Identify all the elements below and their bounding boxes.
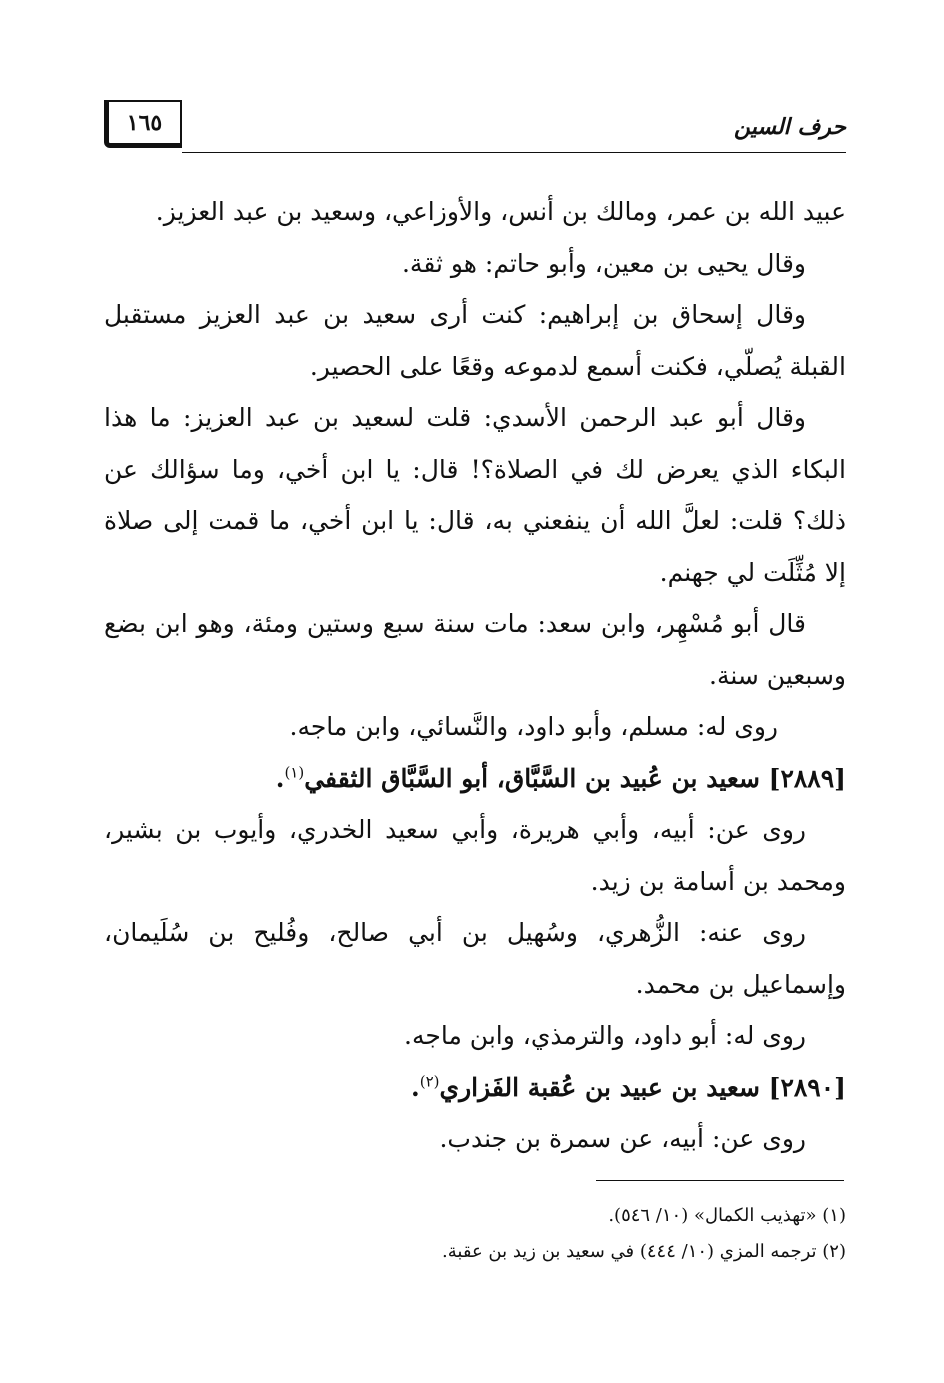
running-title: حرف السين xyxy=(733,114,846,140)
paragraph-10: روى عن: أبيه، عن سمرة بن جندب. xyxy=(439,1124,806,1153)
paragraph-5: قال أبو مُسْهِر، وابن سعد: مات سنة سبع وستين ومئة، وهو ابن بضع وسبعين سنة. xyxy=(104,609,846,690)
entry-2890-heading: [٢٨٩٠] سعيد بن عبيد بن عُقبة الفَزاري xyxy=(439,1072,846,1102)
page-header xyxy=(104,100,846,158)
footnotes xyxy=(104,1198,846,1270)
paragraph-7: روى عن: أبيه، وأبي هريرة، وأبي سعيد الخدري، وأيوب بن بشير، ومحمد بن أسامة بن زيد. xyxy=(104,815,846,896)
entry-2889-end: . xyxy=(275,763,285,793)
paragraph-3: وقال إسحاق بن إبراهيم: كنت أرى سعيد بن عبد العزيز مستقبل القبلة يُصلّي، فكنت أسمع لدموعه وقعًا على الحصير. xyxy=(104,300,846,381)
entry-2889 xyxy=(104,753,846,805)
footnote-marker-1: (١) xyxy=(284,763,305,782)
entry-2890 xyxy=(104,1062,846,1114)
entry-2890-end: . xyxy=(411,1072,420,1102)
paragraph-2: وقال يحيى بن معين، وأبو حاتم: هو ثقة. xyxy=(401,248,806,278)
paragraph-6: روى له: مسلم، وأبو داود، والنَّسائي، وابن ماجه. xyxy=(289,712,778,741)
paragraph-8: روى عنه: الزُّهري، وسُهيل بن أبي صالح، وفُليح بن سُلَيمان، وإسماعيل بن محمد. xyxy=(104,918,846,999)
paragraph-9: روى له: أبو داود، والترمذي، وابن ماجه. xyxy=(404,1021,806,1050)
paragraph-4: وقال أبو عبد الرحمن الأسدي: قلت لسعيد بن عبد العزيز: ما هذا البكاء الذي يعرض لك في الصلاة؟! قال: يا ابن أخي، وما سؤالك عن ذلك؟ قلت: لعلَّ الله أن ينفعني به، قال: يا ابن أخي، ما قمت إلى صلاة إلا مُثِّلَت لي جهنم. xyxy=(104,403,846,587)
paragraph-1: عبيد الله بن عمر، ومالك بن أنس، والأوزاعي، وسعيد بن عبد العزيز. xyxy=(155,197,846,226)
footnote-marker-2: (٢) xyxy=(419,1072,440,1091)
footnote-2: (٢) ترجمه المزي (١٠/ ٤٤٤) في سعيد بن زيد بن عقبة. xyxy=(442,1241,846,1262)
footnote-1: (١) «تهذيب الكمال» (١٠/ ٥٤٦). xyxy=(608,1205,846,1226)
page-number: ١٦٥ xyxy=(104,100,182,148)
entry-2889-heading: [٢٨٨٩] سعيد بن عُبيد بن السَّبَّاق، أبو السَّبَّاق الثقفي xyxy=(304,763,846,793)
main-text xyxy=(104,186,846,1165)
header-rule xyxy=(182,152,846,153)
footnote-rule xyxy=(596,1180,844,1181)
